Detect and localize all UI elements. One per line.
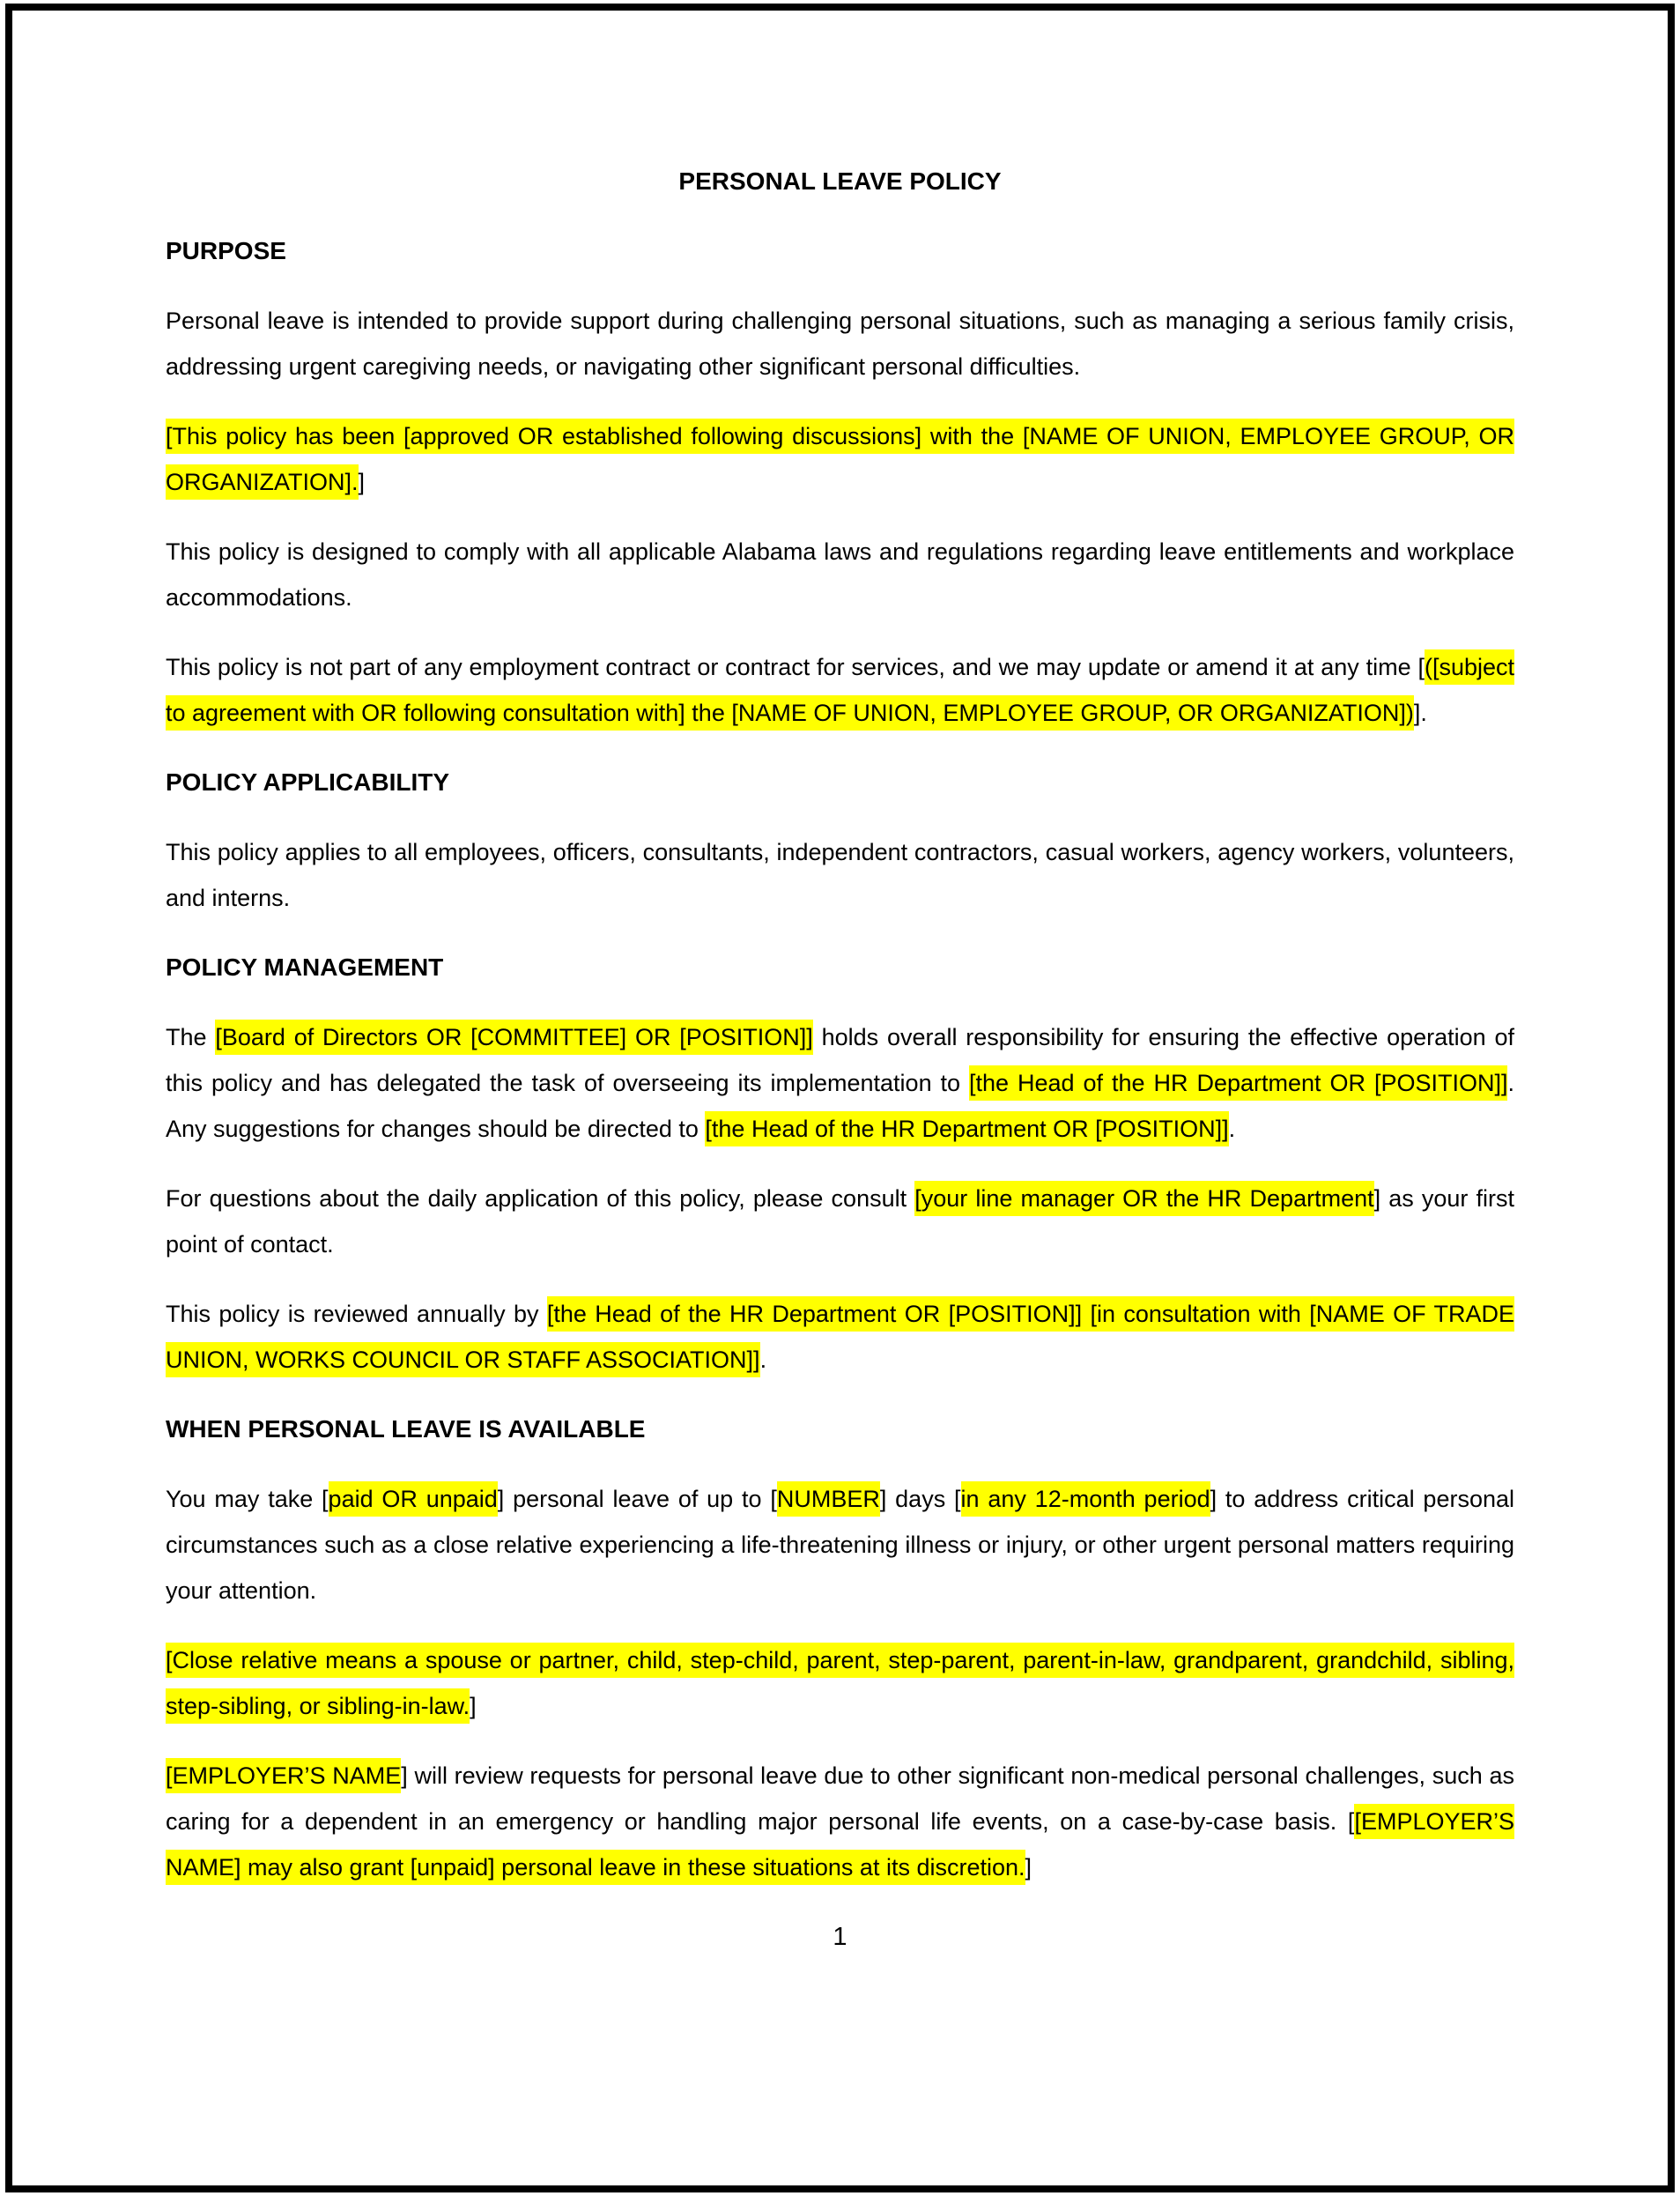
- paragraph: [166, 1476, 1514, 1614]
- text-run: This policy applies to all employees, officers, consultants, independent contractors, casual workers, agency workers, volunteers, and interns.: [166, 839, 1514, 911]
- text-run: This policy is designed to comply with all applicable Alabama laws and regulations regarding leave entitlements and workplace accommodations.: [166, 538, 1514, 611]
- text-run: The: [166, 1024, 216, 1050]
- text-run: ]: [358, 469, 366, 495]
- highlighted-text: in any 12-month period: [961, 1481, 1210, 1517]
- paragraph: [166, 1753, 1514, 1890]
- paragraph: [166, 529, 1514, 620]
- paragraph: [166, 413, 1514, 505]
- text-run: ]: [470, 1693, 477, 1719]
- text-run: ] as your first point of contact.: [166, 1185, 1514, 1258]
- text-run: POLICY APPLICABILITY: [166, 768, 450, 796]
- text-run: ] days [: [879, 1486, 961, 1512]
- highlighted-text: NUMBER: [777, 1481, 880, 1517]
- paragraph: [166, 644, 1514, 736]
- document-title: [166, 159, 1514, 204]
- text-run: ].: [1413, 700, 1427, 726]
- paragraph: [166, 1291, 1514, 1383]
- highlighted-text: [Board of Directors OR [COMMITTEE] OR [POSITION]]: [215, 1020, 812, 1055]
- text-run: This policy is not part of any employment contract or contract for services, and we may update or amend it at any time [: [166, 654, 1425, 680]
- paragraph: [166, 298, 1514, 389]
- text-run: ] personal leave of up to [: [497, 1486, 777, 1512]
- highlighted-text: [This policy has been [approved OR established following discussions] with the [NAME OF UNION, EMPLOYEE GROUP, OR ORGANIZATION].: [166, 419, 1514, 500]
- text-run: PURPOSE: [166, 237, 286, 264]
- text-run: . Any suggestions for changes should be directed to: [166, 1070, 1514, 1142]
- text-run: You may take [: [166, 1486, 329, 1512]
- text-run: PERSONAL LEAVE POLICY: [678, 167, 1002, 195]
- text-run: ]: [1025, 1854, 1032, 1881]
- text-run: POLICY MANAGEMENT: [166, 953, 444, 981]
- highlighted-text: ([subject to agreement with OR following consultation with] the [NAME OF UNION, EMPLOYEE GROUP, OR ORGANIZATION]): [166, 649, 1514, 731]
- highlighted-text: [Close relative means a spouse or partner, child, step-child, parent, step-parent, parent-in-law, grandparent, grandchild, sibling, step-sibling, or sibling-in-law.: [166, 1643, 1514, 1724]
- text-run: .: [1228, 1116, 1236, 1142]
- text-run: Personal leave is intended to provide support during challenging personal situations, such as managing a serious family crisis, addressing urgent caregiving needs, or navigating other significant personal difficulties.: [166, 308, 1514, 380]
- text-run: WHEN PERSONAL LEAVE IS AVAILABLE: [166, 1415, 646, 1443]
- highlighted-text: [the Head of the HR Department OR [POSITION]]: [705, 1111, 1228, 1146]
- highlighted-text: [the Head of the HR Department OR [POSITION]]: [969, 1065, 1507, 1101]
- paragraph: [166, 1637, 1514, 1729]
- text-run: ] will review requests for personal leave due to other significant non-medical personal challenges, such as caring for a dependent in an emergency or handling major personal life events, on a case-by-case basis. [: [166, 1762, 1514, 1835]
- highlighted-text: [your line manager OR the HR Department: [914, 1181, 1373, 1216]
- document-page: [5, 4, 1675, 2192]
- text-run: ] to address critical personal circumstances such as a close relative experiencing a life-threatening illness or injury, or other urgent personal matters requiring your attention.: [166, 1486, 1514, 1604]
- text-run: For questions about the daily application of this policy, please consult: [166, 1185, 915, 1212]
- text-run: This policy is reviewed annually by: [166, 1301, 547, 1327]
- highlighted-text: [EMPLOYER’S NAME] may also grant [unpaid] personal leave in these situations at its discretion.: [166, 1804, 1514, 1885]
- paragraph: [166, 829, 1514, 921]
- highlighted-text: [the Head of the HR Department OR [POSITION]] [in consultation with [NAME OF TRADE UNION, WORKS COUNCIL OR STAFF ASSOCIATION]]: [166, 1296, 1514, 1377]
- section-heading: [166, 1406, 1514, 1452]
- paragraph: [166, 1014, 1514, 1152]
- section-heading: [166, 228, 1514, 274]
- section-heading: [166, 945, 1514, 990]
- section-heading: [166, 760, 1514, 805]
- document-body: [166, 159, 1514, 1890]
- text-run: holds overall responsibility for ensuring the effective operation of this policy and has delegated the task of overseeing its implementation to: [166, 1024, 1515, 1096]
- highlighted-text: paid OR unpaid: [329, 1481, 498, 1517]
- highlighted-text: [EMPLOYER’S NAME: [166, 1758, 401, 1793]
- paragraph: [166, 1176, 1514, 1267]
- text-run: .: [759, 1347, 767, 1373]
- page-number: 1: [833, 1923, 847, 1951]
